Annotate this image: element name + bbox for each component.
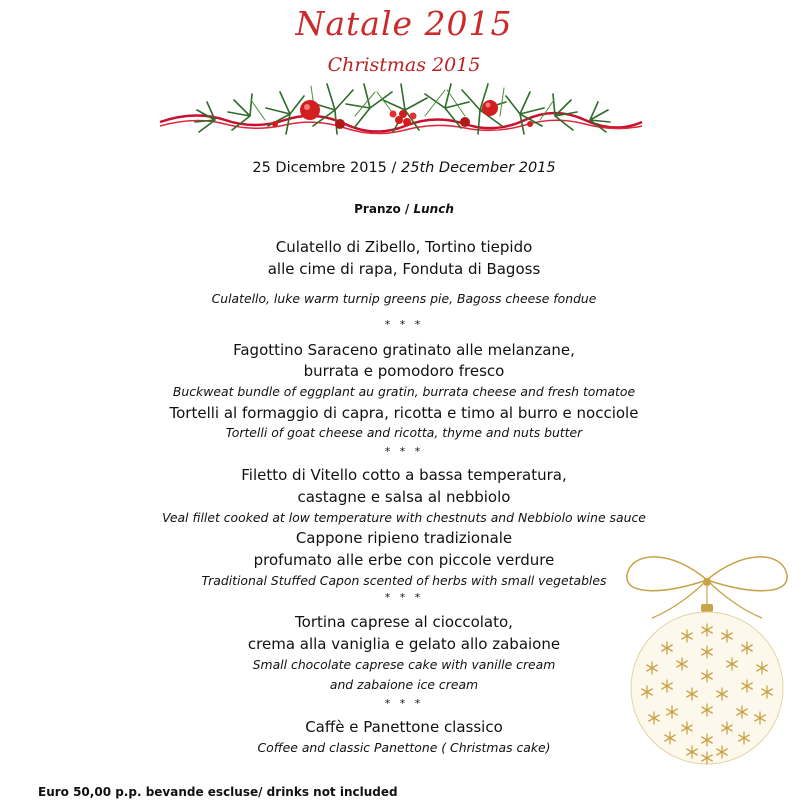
- dish-it: castagne e salsa al nebbiolo: [297, 488, 511, 506]
- dish-en: Small chocolate caprese cake with vanille cream: [252, 657, 556, 672]
- dish-it: alle cime di rapa, Fonduta di Bagoss: [267, 260, 541, 278]
- dish-it: Filetto di Vitello cotto a bassa temperatura,: [241, 466, 567, 484]
- price-note: Euro 50,00 p.p. bevande escluse/ drinks not included: [38, 785, 398, 799]
- dish-en: and zabaione ice cream: [329, 677, 479, 692]
- event-date: [0, 160, 808, 176]
- separator: * * *: [384, 445, 424, 458]
- page-title: Natale 2015: [295, 4, 513, 43]
- dish-en: Buckweat bundle of eggplant au gratin, burrata cheese and fresh tomatoe: [172, 384, 636, 399]
- meal-en: Lunch: [413, 202, 454, 216]
- dish-en: Coffee and classic Panettone ( Christmas cake): [257, 740, 551, 755]
- dish-it: profumato alle erbe con piccole verdure: [253, 551, 555, 569]
- dish-it: Cappone ripieno tradizionale: [295, 529, 513, 547]
- dish-it: Tortelli al formaggio di capra, ricotta e timo al burro e nocciole: [169, 404, 639, 422]
- date-it: 25 Dicembre 2015 /: [252, 160, 401, 176]
- separator: * * *: [384, 591, 424, 604]
- dish-it: Culatello di Zibello, Tortino tiepido: [275, 238, 533, 256]
- separator: * * *: [384, 697, 424, 710]
- meal-it: Pranzo /: [354, 202, 414, 216]
- bauble-ornament-icon: [612, 540, 802, 770]
- dish-it: crema alla vaniglia e gelato allo zabaione: [247, 635, 561, 653]
- date-en: 25th December 2015: [401, 160, 556, 176]
- meal-heading: [0, 202, 808, 216]
- dish-en: Veal fillet cooked at low temperature with chestnuts and Nebbiolo wine sauce: [162, 510, 646, 525]
- page-subtitle: Christmas 2015: [327, 54, 481, 76]
- dish-it: burrata e pomodoro fresco: [303, 362, 505, 380]
- dish-it: Caffè e Panettone classico: [305, 718, 503, 736]
- dish-it: Tortina caprese al cioccolato,: [295, 613, 513, 631]
- dish-en: Traditional Stuffed Capon scented of herbs with small vegetables: [201, 573, 607, 588]
- garland-decoration: [155, 80, 647, 146]
- separator: * * *: [384, 318, 424, 331]
- dish-en: Tortelli of goat cheese and ricotta, thyme and nuts butter: [225, 425, 583, 440]
- dish-en: Culatello, luke warm turnip greens pie, Bagoss cheese fondue: [211, 291, 597, 306]
- dish-it: Fagottino Saraceno gratinato alle melanzane,: [233, 341, 575, 359]
